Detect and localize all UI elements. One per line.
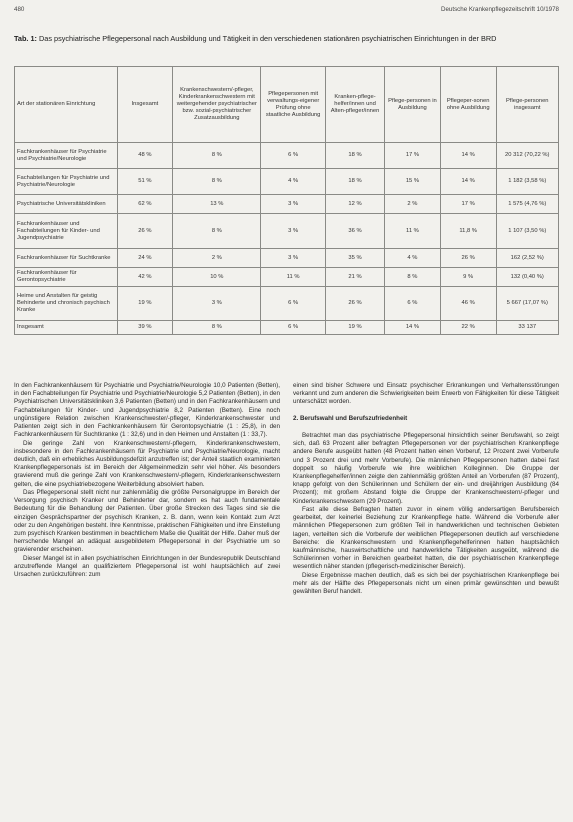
row-label: Heime und Anstalten für geistig Behinderte und chronisch psychisch Kranke — [15, 287, 118, 321]
table-cell: 4 % — [261, 169, 326, 195]
table-cell: 6 % — [261, 321, 326, 335]
table-cell: 46 % — [440, 287, 496, 321]
table-cell: 162 (2,52 %) — [496, 249, 558, 268]
table-cell: 26 % — [117, 214, 173, 249]
column-header: Pflege-personen in Ausbildung — [385, 67, 441, 143]
table-cell: 8 % — [385, 268, 441, 287]
table-cell: 18 % — [325, 143, 384, 169]
table-cell: 4 % — [385, 249, 441, 268]
table-row — [15, 249, 559, 268]
table-cell: 1 575 (4,76 %) — [496, 195, 558, 214]
table-caption — [14, 34, 559, 43]
column-header: Pflegeper-sonen ohne Ausbildung — [440, 67, 496, 143]
row-label: Fachkrankenhäuser und Fachabteilungen für Kinder- und Jugendpsychiatrie — [15, 214, 118, 249]
table-row — [15, 143, 559, 169]
row-label: Fachkrankenhäuser für Psychiatrie und Psychiatrie/Neurologie — [15, 143, 118, 169]
table-cell: 3 % — [261, 214, 326, 249]
paragraph: Dieser Mangel ist in allen psychiatrischen Einrichtungen in der Bundesrepublik Deutschland anzutreffende Mangel an qualifiziertem Pflegepersonal ist wohl hauptsächlich auf zwei Ursachen zurückzuführen: zum — [14, 554, 280, 579]
table-cell: 13 % — [173, 195, 261, 214]
table-cell: 132 (0,40 %) — [496, 268, 558, 287]
table-cell: 48 % — [117, 143, 173, 169]
column-header: Krankenschwestern/-pfleger, Kinderkrankenschwestern mit weitergehender psychiatrischer bzw. sozial-psychiatrischer Zusatzausbildung — [173, 67, 261, 143]
table-header-row — [15, 67, 559, 143]
table-cell: 51 % — [117, 169, 173, 195]
column-header: Insgesamt — [117, 67, 173, 143]
table-cell: 11,8 % — [440, 214, 496, 249]
paragraph: Das Pflegepersonal stellt nicht nur zahlenmäßig die größte Personalgruppe im Bereich der Versorgung psychisch Kranker und Behinderter dar, sondern es hat auch fundamentale Bedeutung für die Behandlung der Patienten. Über große Strecken des Tages sind sie die einzigen Gesprächspartner der psychisch Kranken, z. B. dann, wenn kein Kontakt zum Arzt oder zu den Angehörigen besteht. Ihre Kenntnisse, praktischen Fähigkeiten und ihre Einstellung zum psychisch Kranken bestimmen in beachtlichem Maße die Qualität der Hilfe. Daher muß der herrschende Mangel an adäquat ausgebildetem Pflegepersonal in der Psychiatrie um so gravierender erscheinen. — [14, 488, 280, 554]
table-cell: 17 % — [385, 143, 441, 169]
column-header: Art der stationären Einrichtung — [15, 67, 118, 143]
paragraph: Diese Ergebnisse machen deutlich, daß es sich bei der psychiatrischen Krankenpflege bei mehr als der Hälfte des Pflegepersonals nicht um einen primär gewünschten und bewußt gewählten Beruf handelt. — [293, 571, 559, 596]
table-cell: 26 % — [325, 287, 384, 321]
table-cell: 35 % — [325, 249, 384, 268]
table-cell: 8 % — [173, 169, 261, 195]
staff-table — [14, 66, 559, 335]
table-row — [15, 268, 559, 287]
table-cell: 19 % — [325, 321, 384, 335]
row-label: Fachabteilungen für Psychiatrie und Psychiatrie/Neurologie — [15, 169, 118, 195]
paragraph: Betrachtet man das psychiatrische Pflegepersonal hinsichtlich seiner Berufswahl, so zeigt sich, daß 63 Prozent aller befragten Pflegepersonen vor der psychiatrischen Krankenpflege andere Berufe ausgeübt hatten (48 Prozent hatten einen Vorberuf, 12 Prozent zwei Vorberufe und 3 Prozent drei und mehr Vorberufe). Die männlichen Pflegepersonen hatten dabei fast doppelt so häufig Vorberufe wie ihre weiblichen Kolleginnen. Die Gruppe der Krankenpflegehelfer/innen zeigte den zahlenmäßig größten Anteil an Vorberufen (87 Prozent), knapp gefolgt von den Schülerinnen und Schülern der ein- und dreijährigen Ausbildung (84 Prozent); mit großem Abstand folgte die Gruppe der Krankenschwestern/-pfleger und Kinderkrankenschwestern (29 Prozent). — [293, 431, 559, 505]
table-cell: 9 % — [440, 268, 496, 287]
row-label: Psychiatrische Universitätskliniken — [15, 195, 118, 214]
table-cell: 22 % — [440, 321, 496, 335]
table-cell: 5 667 (17,07 %) — [496, 287, 558, 321]
table-cell: 15 % — [385, 169, 441, 195]
table-cell: 62 % — [117, 195, 173, 214]
table-cell: 6 % — [261, 143, 326, 169]
table-cell: 33 137 — [496, 321, 558, 335]
table-cell: 2 % — [173, 249, 261, 268]
table-cell: 8 % — [173, 143, 261, 169]
column-header: Pflegepersonen mit verwaltungs-eigener Prüfung ohne staatliche Ausbildung — [261, 67, 326, 143]
table-cell: 24 % — [117, 249, 173, 268]
table-cell: 1 182 (3,58 %) — [496, 169, 558, 195]
table-cell: 14 % — [440, 169, 496, 195]
column-header: Kranken-pflege-helfer/innen und Alten-pfleger/innen — [325, 67, 384, 143]
table-cell: 14 % — [440, 143, 496, 169]
table-cell: 1 107 (3,50 %) — [496, 214, 558, 249]
journal-title: Deutsche Krankenpflegezeitschrift 10/1978 — [441, 6, 559, 13]
paragraph: Die geringe Zahl von Krankenschwestern/-pflegern, Kinderkrankenschwestern, insbesondere in den Fachkrankenhäusern für Psychiatrie und Psychiatrie/Neurologie, macht deutlich, daß ein erhebliches Ausbildungsdefizit anzutreffen ist; der Anteil staatlich examinierten Krankenpflegepersonals ist im Bereich der Allgemeinmedizin sehr viel höher. Als besonders gravierend muß die geringe Zahl von Krankenschwestern/-pflegern, Kinderkrankenschwestern gelten, die eine psychiatriebezogene Weiterbildung absolviert haben. — [14, 439, 280, 488]
table-cell: 21 % — [325, 268, 384, 287]
page-number: 480 — [14, 6, 25, 13]
paragraph: einen sind bisher Schwere und Einsatz psychischer Erkrankungen und Verhaltensstörungen verkannt und zum anderen die Schwierigkeiten beim Erwerb von Fähigkeiten für diese Tätigkeit unterschätzt worden. — [293, 382, 559, 406]
table-cell: 18 % — [325, 169, 384, 195]
table-cell: 6 % — [261, 287, 326, 321]
table-row — [15, 195, 559, 214]
table-cell: 2 % — [385, 195, 441, 214]
table-cell: 10 % — [173, 268, 261, 287]
table-cell: 19 % — [117, 287, 173, 321]
row-label: Insgesamt — [15, 321, 118, 335]
table-row — [15, 287, 559, 321]
row-label: Fachkrankenhäuser für Gerontopsychiatrie — [15, 268, 118, 287]
table-cell: 8 % — [173, 321, 261, 335]
table-cell: 3 % — [173, 287, 261, 321]
table-cell: 17 % — [440, 195, 496, 214]
table-cell: 14 % — [385, 321, 441, 335]
left-column — [14, 382, 280, 579]
table-cell: 3 % — [261, 249, 326, 268]
table-cell: 6 % — [385, 287, 441, 321]
table-caption-label: Tab. 1: — [14, 34, 37, 43]
table-cell: 8 % — [173, 214, 261, 249]
paragraph: Fast alle diese Befragten hatten zuvor in einem völlig andersartigen Berufsbereich gearbeitet, der keinerlei Beziehung zur Krankenpflege hatte. Während die Vorberufe aller männlichen Pflegepersonen zum größten Teil in handwerklichen und technischen Gebieten lagen, verteilten sich die Vorberufe der weiblichen Pflegepersonen deutlich auf verschiedene Bereiche: die Krankenschwestern und Krankenpflegehelferinnen hatten hauptsächlich kaufmännische, hauswirtschaftliche und handwerkliche Tätigkeiten ausgeübt, während die Schülerinnen vorher in Bereichen gearbeitet hatten, die der psychiatrischen Krankenpflege wesentlich näher standen (pflegerisch-medizinischer Bereich). — [293, 505, 559, 571]
table-cell: 11 % — [261, 268, 326, 287]
table-cell: 36 % — [325, 214, 384, 249]
table-row — [15, 214, 559, 249]
table-cell: 42 % — [117, 268, 173, 287]
paragraph: In den Fachkrankenhäusern für Psychiatrie und Psychiatrie/Neurologie 10,0 Patienten (Betten), in den Fachabteilungen für Psychiatrie und Psychiatrie/Neurologie 5,2 Patienten (Betten), in den Psychiatrischen Universitätskliniken 3,6 Patienten (Betten) und in den Fachkrankenhäusern und Fachabteilungen für Kinder- und Jugendpsychiatrie 8,2 Patienten (Betten). Eine noch ungünstigere Relation zwischen Krankenschwester/-pfleger, Kinderkrankenschwester und Patienten zeigt sich in den Fachkrankenhäusern für Gerontopsychiatrie (1 : 25,8), in den Fachkrankenhäusern für Suchtkranke (1 : 32,6) und in den Heimen und Anstalten (1 : 33,7). — [14, 382, 280, 439]
page-header — [14, 6, 559, 18]
table-cell: 39 % — [117, 321, 173, 335]
table-cell: 20 312 (70,22 %) — [496, 143, 558, 169]
table-row — [15, 169, 559, 195]
table-cell: 12 % — [325, 195, 384, 214]
right-column — [293, 382, 559, 596]
row-label: Fachkrankenhäuser für Suchtkranke — [15, 249, 118, 268]
section-heading: 2. Berufswahl und Berufszufriedenheit — [293, 414, 408, 422]
table-cell: 11 % — [385, 214, 441, 249]
column-header: Pflege-personen insgesamt — [496, 67, 558, 143]
table-cell: 3 % — [261, 195, 326, 214]
table-cell: 26 % — [440, 249, 496, 268]
table-caption-text: Das psychiatrische Pflegepersonal nach Ausbildung und Tätigkeit in den verschiedenen stationären psychiatrischen Einrichtungen in der BRD — [39, 34, 497, 43]
table-row-total — [15, 321, 559, 335]
